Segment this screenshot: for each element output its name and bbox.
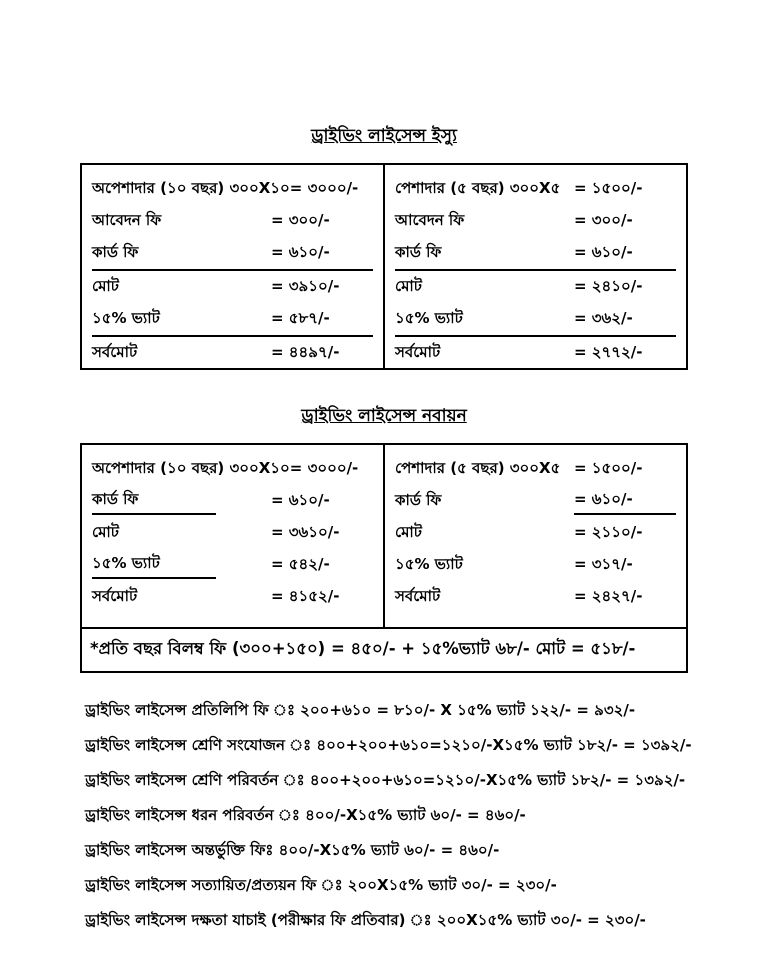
issue-fee-table xyxy=(80,163,688,370)
fee-line-inclusion: ড্রাইভিং লাইসেন্স অন্তর্ভুক্তি ফিঃ ৪০০/-X১৫% ভ্যাট ৬০/- = ৪৬০/- xyxy=(85,841,500,859)
fee-value: = ৬১০/- xyxy=(574,242,633,261)
table-row xyxy=(395,173,676,205)
table-row xyxy=(395,581,676,613)
table-row xyxy=(92,237,373,271)
fee-label: কার্ড ফি xyxy=(92,242,139,261)
fee-value: = ৩৬২/- xyxy=(574,308,633,327)
fee-value: = ৩৬১০/- xyxy=(271,522,340,541)
table-row xyxy=(92,337,373,369)
misc-fee-list xyxy=(85,701,738,946)
fee-value: = ৬১০/- xyxy=(574,488,676,515)
issue-nonprofessional-column xyxy=(82,165,383,368)
issue-table-cells xyxy=(82,165,686,368)
fee-value: = ৬১০/- xyxy=(271,242,330,261)
issue-professional-column xyxy=(383,165,686,368)
fee-label: অপেশাদার (১০ বছর) ৩০০X১০ xyxy=(92,178,290,197)
fee-line-attestation: ড্রাইভিং লাইসেন্স সত্যায়িত/প্রত্যয়ন ফি ঃ ২০০X১৫% ভ্যাট ৩০/- = ২৩০/- xyxy=(85,876,557,894)
fee-label: অপেশাদার (১০ বছর) ৩০০X১০ xyxy=(92,458,290,477)
fee-value: = ১৫০০/- xyxy=(574,458,643,477)
fee-label: মোট xyxy=(395,276,422,295)
fee-value: = ৬১০/- xyxy=(271,490,330,509)
fee-label: ১৫% ভ্যাট xyxy=(395,308,463,327)
table-row xyxy=(92,303,373,337)
table-row xyxy=(395,337,676,369)
fee-value: = ৫৪২/- xyxy=(271,554,330,573)
fee-line-class-change: ড্রাইভিং লাইসেন্স শ্রেণি পরিবর্তন ঃ ৪০০+২০০+৬১০=১২১০/-X১৫% ভ্যাট ১৮২/- = ১৩৯২/- xyxy=(85,771,686,789)
table-row xyxy=(92,453,373,485)
fee-value: = ৩০০/- xyxy=(574,210,633,229)
fee-label: মোট xyxy=(395,522,422,541)
fee-value: = ৫৮৭/- xyxy=(271,308,330,327)
table-row xyxy=(92,485,373,517)
fee-label: পেশাদার (৫ বছর) ৩০০X৫ xyxy=(395,178,561,197)
table-row xyxy=(92,549,373,581)
fee-value: = ৩০০/- xyxy=(271,210,330,229)
fee-value: = ২৪১০/- xyxy=(574,276,643,295)
fee-label: ১৫% ভ্যাট xyxy=(92,308,160,327)
table-row xyxy=(395,303,676,337)
fee-line-duplicate: ড্রাইভিং লাইসেন্স প্রতিলিপি ফি ঃ ২০০+৬১০ = ৮১০/- X ১৫% ভ্যাট ১২২/- = ৯৩২/- xyxy=(85,701,636,719)
table-row xyxy=(395,453,676,485)
table-row xyxy=(92,173,373,205)
fee-label: আবেদন ফি xyxy=(92,210,162,229)
fee-label: আবেদন ফি xyxy=(395,210,465,229)
renewal-professional-column xyxy=(383,445,686,627)
table-row xyxy=(92,581,373,613)
table-row xyxy=(92,517,373,549)
fee-value: = ২৭৭২/- xyxy=(574,342,643,361)
table-row xyxy=(92,271,373,303)
table-row xyxy=(395,517,676,549)
fee-label: কার্ড ফি xyxy=(395,490,442,509)
late-fee-footnote: *প্রতি বছর বিলম্ব ফি (৩০০+১৫০) = ৪৫০/- + ১৫%ভ্যাট ৬৮/- মোট = ৫১৮/- xyxy=(82,627,686,671)
renewal-section-title: ড্রাইভিং লাইসেন্স নবায়ন xyxy=(301,406,467,426)
fee-value: = ৩১৭/- xyxy=(574,554,633,573)
fee-label: সর্বমোট xyxy=(92,342,138,361)
table-row xyxy=(395,549,676,581)
fee-label: কার্ড ফি xyxy=(92,488,216,515)
fee-label: মোট xyxy=(92,276,119,295)
table-row xyxy=(395,237,676,271)
fee-label: সর্বমোট xyxy=(92,586,138,605)
fee-line-type-change: ড্রাইভিং লাইসেন্স ধরন পরিবর্তন ঃ ৪০০/-X১৫% ভ্যাট ৬০/- = ৪৬০/- xyxy=(85,806,526,824)
fee-value: = ৪৪৯৭/- xyxy=(271,342,340,361)
renewal-nonprofessional-column xyxy=(82,445,383,627)
fee-value: = ৩০০০/- xyxy=(289,458,359,477)
renewal-fee-table xyxy=(80,443,688,673)
fee-value: = ৩৯১০/- xyxy=(271,276,340,295)
table-row xyxy=(395,205,676,237)
fee-label: সর্বমোট xyxy=(395,586,441,605)
fee-label: ১৫% ভ্যাট xyxy=(92,552,216,579)
fee-label: ১৫% ভ্যাট xyxy=(395,554,463,573)
fee-value: = ৪১৫২/- xyxy=(271,586,340,605)
fee-line-skill-test: ড্রাইভিং লাইসেন্স দক্ষতা যাচাই (পরীক্ষার ফি প্রতিবার) ঃ ২০০X১৫% ভ্যাট ৩০/- = ২৩০/- xyxy=(85,911,646,929)
table-row xyxy=(395,485,676,517)
table-row xyxy=(395,271,676,303)
fee-value: = ২১১০/- xyxy=(574,522,643,541)
fee-value: = ১৫০০/- xyxy=(574,178,643,197)
fee-value: = ৩০০০/- xyxy=(289,178,359,197)
table-row xyxy=(92,205,373,237)
fee-line-class-addition: ড্রাইভিং লাইসেন্স শ্রেণি সংযোজন ঃ ৪০০+২০০+৬১০=১২১০/-X১৫% ভ্যাট ১৮২/- = ১৩৯২/- xyxy=(85,736,692,754)
fee-label: পেশাদার (৫ বছর) ৩০০X৫ xyxy=(395,458,561,477)
issue-section-title: ড্রাইভিং লাইসেন্স ইস্যু xyxy=(311,126,457,146)
fee-label: সর্বমোট xyxy=(395,342,441,361)
renewal-table-cells xyxy=(82,445,686,627)
fee-value: = ২৪২৭/- xyxy=(574,586,643,605)
fee-label: কার্ড ফি xyxy=(395,242,442,261)
fee-label: মোট xyxy=(92,522,119,541)
